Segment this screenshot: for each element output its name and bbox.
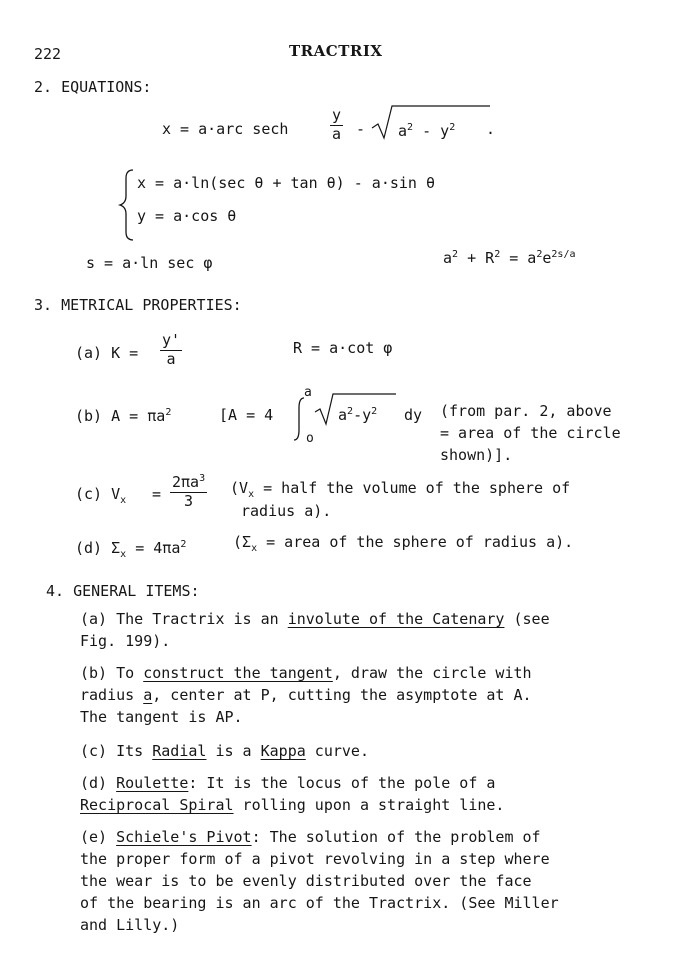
- item-e-l1-post: : The solution of the problem of: [251, 828, 541, 846]
- eq1-exp-y: 2: [449, 122, 456, 133]
- volume-frac-num-exp: 3: [199, 473, 206, 484]
- surface-label-text: (d) Σ: [75, 539, 121, 557]
- item-d-pre: (d): [80, 774, 117, 792]
- radius-of-curvature: R = a·cot φ: [293, 339, 393, 357]
- eq1-radical-sign: [372, 106, 490, 138]
- volume-note-2: radius a).: [241, 502, 332, 520]
- surface-note-text: = area of the sphere of radius a).: [257, 533, 574, 551]
- item-e-line-2: the proper form of a pivot revolving in a step where: [80, 850, 550, 868]
- volume-note-text: = half the volume of the sphere of: [254, 479, 571, 497]
- area-radical-sign: [315, 394, 396, 424]
- item-e-line-3: the wear is to be evenly distributed over the face: [80, 872, 532, 890]
- eq5-eq-a: = a: [500, 249, 537, 267]
- eq1-frac-den: a: [332, 124, 342, 143]
- area-rad-y-exp: 2: [371, 406, 378, 417]
- item-b-line-3: The tangent is AP.: [80, 708, 243, 726]
- eq1-exp-a: 2: [407, 122, 414, 133]
- volume-note-sub: x: [248, 489, 255, 500]
- eq1-radicand-mid: - y: [413, 122, 450, 140]
- volume-sub: x: [120, 495, 127, 506]
- item-a-post: (see: [504, 610, 550, 628]
- item-d-l1-post: : It is the locus of the pole of a: [188, 774, 496, 792]
- item-e-line-4: of the bearing is an arc of the Tractrix. (See Miller: [80, 894, 559, 912]
- section-4-heading: 4. GENERAL ITEMS:: [46, 582, 200, 600]
- eq2-x-param: x = a·ln(sec θ + tan θ) - a·sin θ: [137, 174, 436, 192]
- eq5-e-exp: 2s/a: [551, 249, 576, 260]
- eq1-minus: -: [356, 120, 366, 138]
- item-b-l2-post: , center at P, cutting the asymptote at A.: [152, 686, 532, 704]
- area-rad-a: a: [338, 406, 348, 424]
- volume-label-text: (c) V: [75, 485, 121, 503]
- item-b-pre: (b) To: [80, 664, 144, 682]
- eq1-lhs: x = a·arc sech: [162, 120, 289, 138]
- surface-exp: 2: [180, 539, 187, 550]
- item-c-post: curve.: [305, 742, 369, 760]
- eq5-a2-exp: 2: [536, 249, 543, 260]
- volume-frac-den: 3: [184, 491, 194, 510]
- section-2-heading: 2. EQUATIONS:: [34, 78, 152, 96]
- item-e-line-5: and Lilly.): [80, 916, 180, 934]
- item-d-l2-post: rolling upon a straight line.: [233, 796, 505, 814]
- eq1-tail: .: [486, 120, 496, 138]
- volume-note-open: (V: [230, 479, 249, 497]
- item-e-pre: (e): [80, 828, 117, 846]
- eq4-arc-length: s = a·ln sec φ: [86, 254, 213, 272]
- section-3-heading: 3. METRICAL PROPERTIES:: [34, 296, 242, 314]
- surface-sub: x: [120, 549, 127, 560]
- area-rad-a-exp: 2: [347, 406, 354, 417]
- curvature-frac-num: y': [162, 331, 181, 349]
- page-number: 222: [34, 45, 62, 63]
- item-d-reciprocal-spiral: Reciprocal Spiral: [80, 796, 234, 814]
- surface-note-sub: x: [251, 543, 258, 554]
- parametric-brace: [120, 170, 133, 240]
- eq5-a: a: [443, 249, 453, 267]
- surface-eq: = 4πa: [126, 539, 181, 557]
- area-rad-mid: -y: [353, 406, 372, 424]
- item-a-line-2: Fig. 199).: [80, 632, 171, 650]
- item-c-radial: Radial: [152, 742, 207, 760]
- area-bracket: [A = 4: [219, 406, 274, 424]
- area-note-2: = area of the circle: [440, 424, 621, 442]
- item-c-mid: is a: [206, 742, 261, 760]
- integral-sign: [294, 398, 304, 440]
- eq5-a-exp: 2: [452, 249, 459, 260]
- item-b-post: , draw the circle with: [332, 664, 532, 682]
- item-b-l2-underlined: a: [143, 686, 153, 704]
- area-note-1: (from par. 2, above: [440, 402, 612, 420]
- volume-frac-num: 2πa: [172, 473, 200, 491]
- surface-note-open: (Σ: [233, 533, 252, 551]
- integral-lower-limit: o: [306, 431, 314, 446]
- eq1-frac-num: y: [332, 106, 342, 124]
- curvature-label: (a) K =: [75, 344, 139, 362]
- item-a-underlined: involute of the Catenary: [287, 610, 505, 628]
- curvature-frac-den: a: [166, 349, 176, 368]
- page-title: TRACTRIX: [289, 42, 383, 60]
- item-b-l2-pre: radius: [80, 686, 144, 704]
- area-note-3: shown)].: [440, 446, 513, 464]
- eq5-r-exp: 2: [494, 249, 501, 260]
- eq3-y-param: y = a·cos θ: [137, 207, 237, 225]
- item-d-roulette: Roulette: [116, 774, 189, 792]
- item-e-schieles-pivot: Schiele's Pivot: [116, 828, 252, 846]
- integral-upper-limit: a: [304, 385, 312, 400]
- eq5-plus-r: + R: [458, 249, 495, 267]
- item-c-kappa: Kappa: [260, 742, 306, 760]
- eq1-radicand-a: a: [398, 122, 408, 140]
- area-label-text: (b) A = πa: [75, 407, 166, 425]
- item-b-underlined: construct the tangent: [143, 664, 333, 682]
- area-exp: 2: [165, 407, 172, 418]
- item-c-pre: (c) Its: [80, 742, 153, 760]
- volume-eq: =: [152, 485, 162, 503]
- area-dy: dy: [404, 406, 423, 424]
- item-a-pre: (a) The Tractrix is an: [80, 610, 288, 628]
- eq5-e: e: [542, 249, 552, 267]
